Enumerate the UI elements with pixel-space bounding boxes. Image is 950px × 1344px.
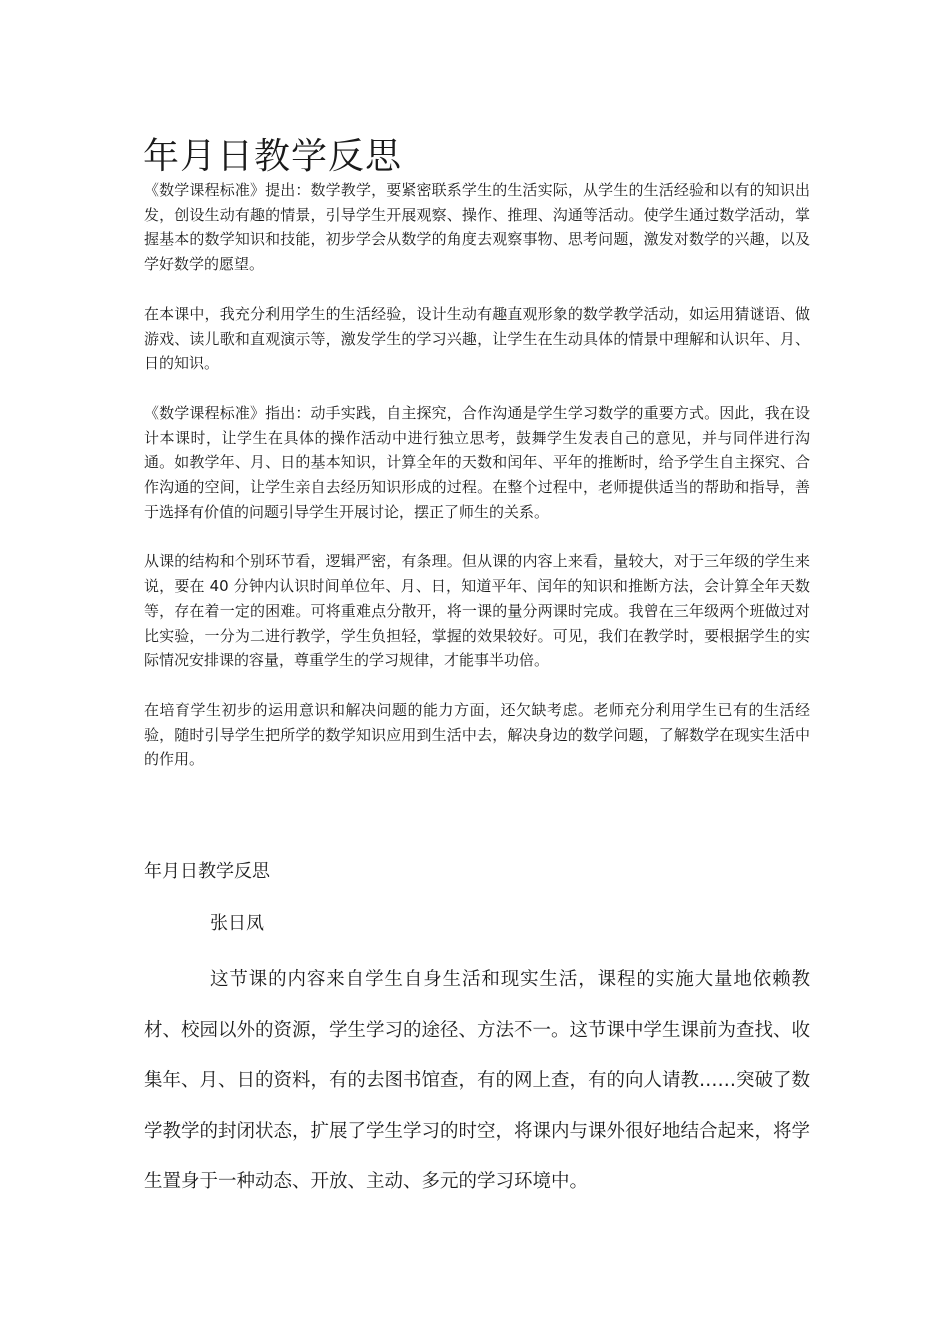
paragraph: 《数学课程标准》指出：动手实践，自主探究，合作沟通是学生学习数学的重要方式。因此，我在设计本课时，让学生在具体的操作活动中进行独立思考，鼓舞学生发表自己的意见，并与同伴进行沟通。如教学年、月、日的基本知识，计算全年的天数和闰年、平年的推断时，给予学生自主探究、合作沟通的空间，让学生亲自去经历知识形成的过程。在整个过程中，老师提供适当的帮助和指导，善于选择有价值的问题引导学生开展讨论，摆正了师生的关系。 bbox=[144, 403, 810, 521]
paragraph: 《数学课程标准》提出：数学教学，要紧密联系学生的生活实际，从学生的生活经验和以有的知识出发，创设生动有趣的情景，引导学生开展观察、操作、推理、沟通等活动。使学生通过数学活动，掌握基本的数学知识和技能，初步学会从数学的角度去观察事物、思考问题，激发对数学的兴趣，以及学好数学的愿望。 bbox=[144, 181, 810, 274]
author-name: 张日凤 bbox=[210, 913, 264, 934]
page-title: 年月日教学反思 bbox=[143, 136, 403, 177]
paragraph: 在本课中，我充分利用学生的生活经验，设计生动有趣直观形象的数学教学活动，如运用猜谜语、做游戏、读儿歌和直观演示等，激发学生的学习兴趣，让学生在生动具体的情景中理解和认识年、月、日的知识。 bbox=[144, 304, 810, 373]
paragraph: 从课的结构和个别环节看，逻辑严密，有条理。但从课的内容上来看，量较大，对于三年级的学生来说，要在 40 分钟内认识时间单位年、月、日，知道平年、闰年的知识和推断方法，会计算全年天数等，存在着一定的困难。可将重难点分散开，将一课的量分两课时完成。我曾在三年级两个班做过对比实验，一分为二进行教学，学生负担轻，掌握的效果较好。可见，我们在教学时，要根据学生的实际情况安排课的容量，尊重学生的学习规律，才能事半功倍。 bbox=[144, 552, 810, 670]
section-body: 这节课的内容来自学生自身生活和现实生活，课程的实施大量地依赖教材、校园以外的资源，学生学习的途径、方法不一。这节课中学生课前为查找、收集年、月、日的资料，有的去图书馆查，有的网上查，有的向人请教……突破了数学教学的封闭状态，扩展了学生学习的时空，将课内与课外很好地结合起来，将学生置身于一种动态、开放、主动、多元的学习环境中。 bbox=[144, 969, 811, 1192]
paragraph: 在培育学生初步的运用意识和解决问题的能力方面，还欠缺考虑。老师充分利用学生已有的生活经验，随时引导学生把所学的数学知识应用到生活中去，解决身边的数学问题，了解数学在现实生活中的作用。 bbox=[144, 700, 810, 769]
document-body bbox=[144, 178, 810, 797]
section-title: 年月日教学反思 bbox=[144, 861, 270, 882]
